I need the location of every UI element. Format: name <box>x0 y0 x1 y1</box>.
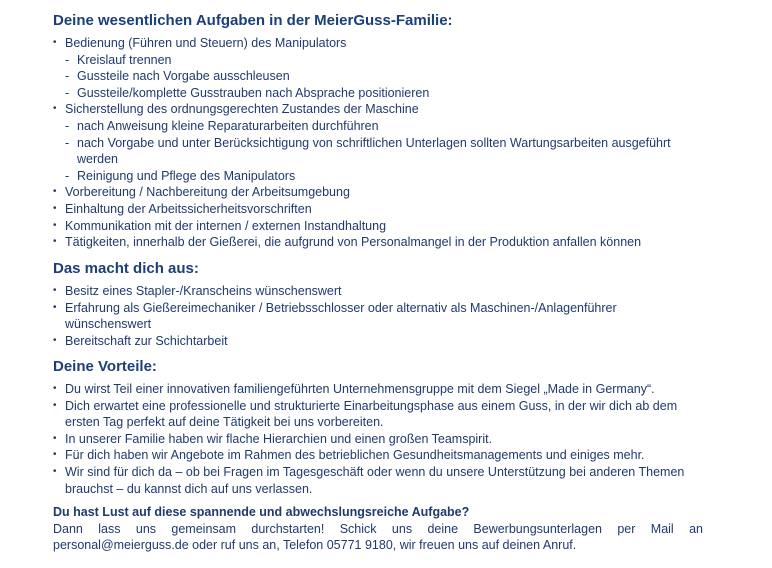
tasks-list <box>53 35 703 251</box>
tasks-heading: Deine wesentlichen Aufgaben in der MeierGuss-Familie: <box>53 12 453 29</box>
list-item: • Tätigkeiten, innerhalb der Gießerei, die aufgrund von Personalmangel in der Produktion anfallen können <box>53 234 703 251</box>
list-subitem: - nach Vorgabe und unter Berücksichtigung von schriftlichen Unterlagen sollten Wartungsarbeiten ausgeführt werden <box>53 135 703 168</box>
benefits-list <box>53 381 703 497</box>
benefits-heading: Deine Vorteile: <box>53 358 157 375</box>
list-item: • Vorbereitung / Nachbereitung der Arbeitsumgebung <box>53 184 703 201</box>
list-item: • Dich erwartet eine professionelle und strukturierte Einarbeitungsphase aus einem Guss, in der wir dich ab dem ersten Tag perfekt auf deine Tätigkeit bei uns vorbereiten. <box>53 398 703 431</box>
list-item: • Du wirst Teil einer innovativen familiengeführten Unternehmensgruppe mit dem Siegel „Made in Germany“. <box>53 381 703 398</box>
profile-list <box>53 283 703 349</box>
list-subitem: - Kreislauf trennen <box>53 52 703 69</box>
list-item: • Wir sind für dich da – ob bei Fragen im Tagesgeschäft oder wenn du unsere Unterstützung bei anderen Themen brauchst – du kannst dich auf uns verlassen. <box>53 464 703 497</box>
profile-heading: Das macht dich aus: <box>53 260 199 277</box>
list-item: • Bereitschaft zur Schichtarbeit <box>53 333 703 350</box>
tasks-section <box>53 11 703 251</box>
list-item: • Für dich haben wir Angebote im Rahmen des betrieblichen Gesundheitsmanagements und einiges mehr. <box>53 447 703 464</box>
list-item: • Kommunikation mit der internen / externen Instandhaltung <box>53 218 703 235</box>
benefits-section <box>53 357 703 497</box>
list-item: • Bedienung (Führen und Steuern) des Manipulators <box>53 35 703 52</box>
list-subitem: - Gussteile nach Vorgabe ausschleusen <box>53 68 703 85</box>
list-subitem: - Gussteile/komplette Gusstrauben nach Absprache positionieren <box>53 85 703 102</box>
contact-text: Dann lass uns gemeinsam durchstarten! Schick uns deine Bewerbungsunterlagen per Mail an personal@meierguss.de oder ruf uns an, Telefon 05771 9180, wir freuen uns auf deinen Anruf. <box>53 521 703 553</box>
contact-heading: Du hast Lust auf diese spannende und abwechslungsreiche Aufgabe? <box>53 505 470 519</box>
list-subitem: - nach Anweisung kleine Reparaturarbeiten durchführen <box>53 118 703 135</box>
list-item: • Besitz eines Stapler-/Kranscheins wünschenswert <box>53 283 703 300</box>
profile-section <box>53 259 703 349</box>
list-subitem: - Reinigung und Pflege des Manipulators <box>53 168 703 185</box>
list-item: • Erfahrung als Gießereimechaniker / Betriebsschlosser oder alternativ als Maschinen-/Anlagenführer wünschenswert <box>53 300 703 333</box>
list-item: • Einhaltung der Arbeitssicherheitsvorschriften <box>53 201 703 218</box>
list-item: • In unserer Familie haben wir flache Hierarchien und einen großen Teamspirit. <box>53 431 703 448</box>
contact-section <box>53 504 703 554</box>
list-item: • Sicherstellung des ordnungsgerechten Zustandes der Maschine <box>53 101 703 118</box>
